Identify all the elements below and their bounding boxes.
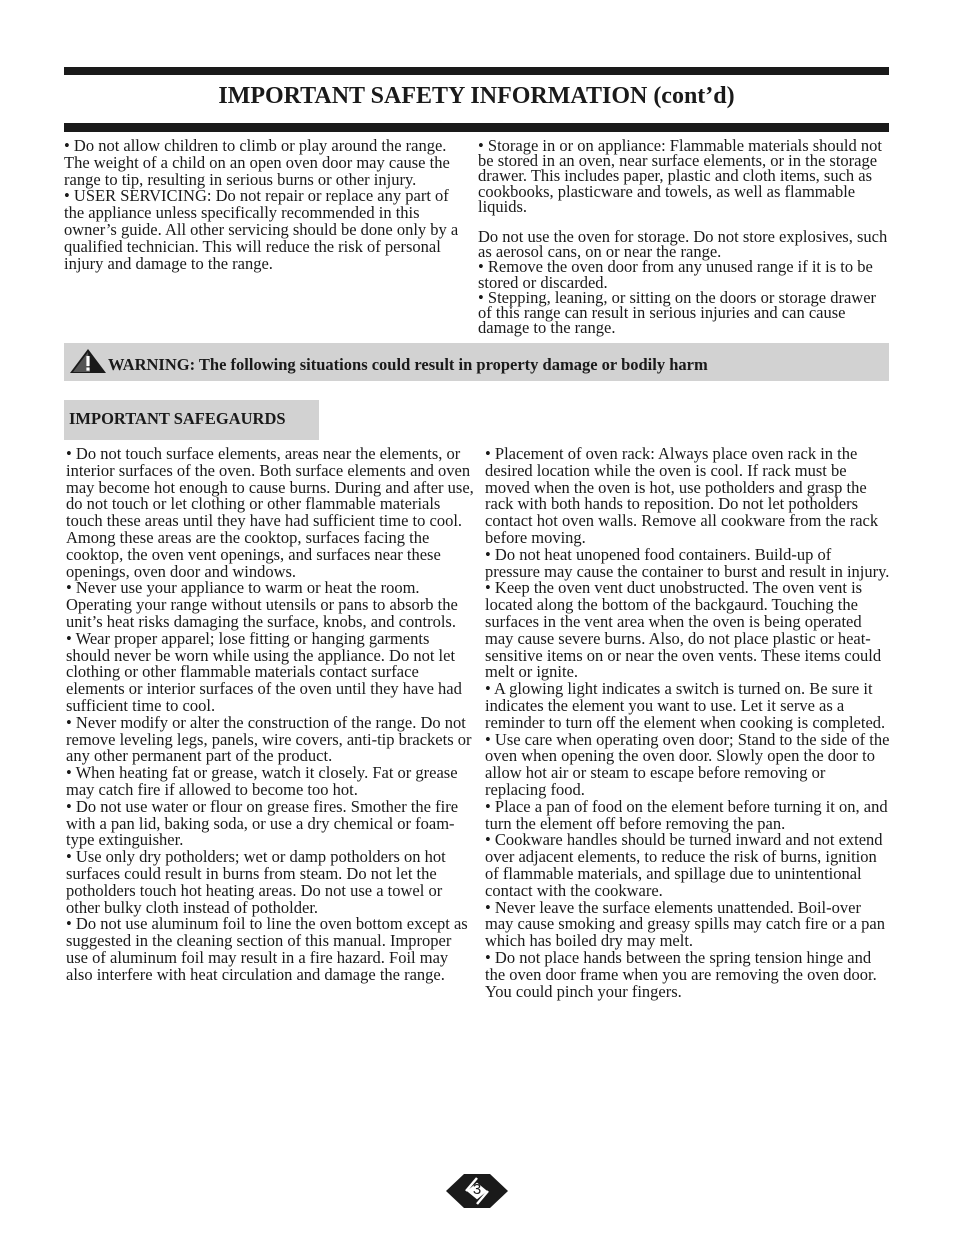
paragraph: • Do not heat unopened food containers. Build-up of pressure may cause the container to burst and result in injury. — [485, 544, 890, 581]
warning-triangle-icon — [70, 349, 106, 373]
paragraph: • Storage in or on appliance: Flammable materials should not be stored in an oven, near surface elements, or in the storage drawer. This includes paper, plastic and cloth items, such as cookbooks, plasticware and towels, as well as flammable liquids. — [478, 136, 882, 216]
safety-column-top-left — [64, 138, 469, 272]
header-bottom-rule — [64, 123, 889, 132]
paragraph: • Do not use aluminum foil to line the oven bottom except as suggested in the cleaning section of this manual. Improper use of aluminum foil may result in a fire hazard. Foil may also interfere with heat circulation and damage the range. — [66, 914, 468, 984]
paragraph: • Do not allow children to climb or play around the range. The weight of a child on an open oven door may cause the range to tip, resulting in serious burns or other injury. — [64, 136, 450, 189]
paragraph: Do not use the oven for storage. Do not store explosives, such as aerosol cans, on or near the range. — [478, 227, 888, 262]
paragraph: • Never use your appliance to warm or heat the room. Operating your range without utensils or pans to absorb the unit’s heat risks damaging the surface, knobs, and controls. — [66, 578, 458, 631]
paragraph: • Place a pan of food on the element before turning it on, and turn the element off before removing the pan. — [485, 796, 888, 833]
paragraph: • Do not use water or flour on grease fires. Smother the fire with a pan lid, baking soda, or use a dry chemical or foam-type extinguisher. — [66, 796, 459, 850]
paragraph: • Never leave the surface elements unattended. Boil-over may cause smoking and greasy spills may catch fire or a pan which has boiled dry may melt. — [485, 897, 885, 951]
paragraph: • Never modify or alter the construction of the range. Do not remove leveling legs, panels, wire covers, anti-tip brackets or any other permanent part of the product. — [66, 712, 472, 766]
page-number: 3 — [472, 1181, 482, 1198]
paragraph: • Do not touch surface elements, areas near the elements, or interior surfaces of the oven. Both surface elements and oven may become hot enough to cause burns. During and after use, do not touch or let clothing or other flammable materials touch these areas until they have had sufficient time to cool. Among these areas are the cooktop, surfaces facing the cooktop, the oven vent openings, and surfaces near these openings, oven door and windows. — [66, 444, 474, 581]
paragraph: • Keep the oven vent duct unobstructed. The oven vent is located along the bottom of the backgaurd. Touching the surfaces in the vent area when the oven is being operated may cause severe burns. Also, do not place plastic or heat-sensitive items on or near the oven vents. These items could melt or ignite. — [485, 578, 882, 682]
safety-column-top-right — [478, 136, 890, 338]
paragraph: • Use only dry potholders; wet or damp potholders on hot surfaces could result in burns from steam. Do not let the potholders touch hot heating areas. Do not use a towel or other bulky cloth instead of potholder. — [66, 847, 446, 917]
safeguards-column-left — [66, 446, 474, 984]
safeguards-heading-box — [64, 400, 319, 440]
paragraph: • USER SERVICING: Do not repair or replace any part of the appliance unless specifically recommended in this owner’s guide. All other servicing should be done only by a qualified technician. This will reduce the risk of personal injury and damage to the range. — [64, 186, 459, 273]
paragraph: • Wear proper apparel; lose fitting or hanging garments should never be worn while using the appliance. Do not let clothing or other flammable materials contact surface elements or interior surfaces of the oven until they have had sufficient time to cool. — [66, 628, 462, 715]
warning-text: WARNING: The following situations could result in property damage or bodily harm — [108, 355, 708, 374]
paragraph: • Do not place hands between the spring tension hinge and the oven door frame when you are removing the oven door. You could pinch your fingers. — [485, 947, 877, 1001]
safeguards-column-right — [485, 446, 890, 1000]
page-title: IMPORTANT SAFETY INFORMATION (cont’d) — [218, 83, 735, 109]
paragraph: • Placement of oven rack: Always place oven rack in the desired location while the oven is cool. If rack must be moved when the oven is hot, use potholders and grasp the rack with both hands to reposition. Do not let potholders contact hot oven walls. Remove all cookware from the rack before moving. — [485, 444, 879, 547]
safeguards-heading: IMPORTANT SAFEGAURDS — [69, 409, 286, 428]
paragraph: • A glowing light indicates a switch is turned on. Be sure it indicates the element you want to use. Let it serve as a reminder to turn off the element when cooking is completed. — [485, 679, 886, 732]
paragraph: • Use care when operating oven door; Stand to the side of the oven when opening the oven door. Slowly open the door to allow hot air or steam to escape before removing or replacing food. — [485, 729, 890, 799]
header-top-rule — [64, 67, 889, 75]
paragraph: • Cookware handles should be turned inward and not extend over adjacent elements, to reduce the risk of burns, ignition of flammable materials, and spillage due to unintentional contact with the cookware. — [485, 830, 883, 900]
paragraph: • When heating fat or grease, watch it closely. Fat or grease may catch fire if allowed to become too hot. — [66, 763, 458, 799]
page-number-badge — [446, 1173, 508, 1209]
paragraph: • Remove the oven door from any unused range if it is to be stored or discarded. — [478, 257, 873, 292]
paragraph: • Stepping, leaning, or sitting on the doors or storage drawer of this range can result in serious injuries and can cause damage to the range. — [478, 287, 877, 338]
warning-banner — [64, 343, 889, 381]
